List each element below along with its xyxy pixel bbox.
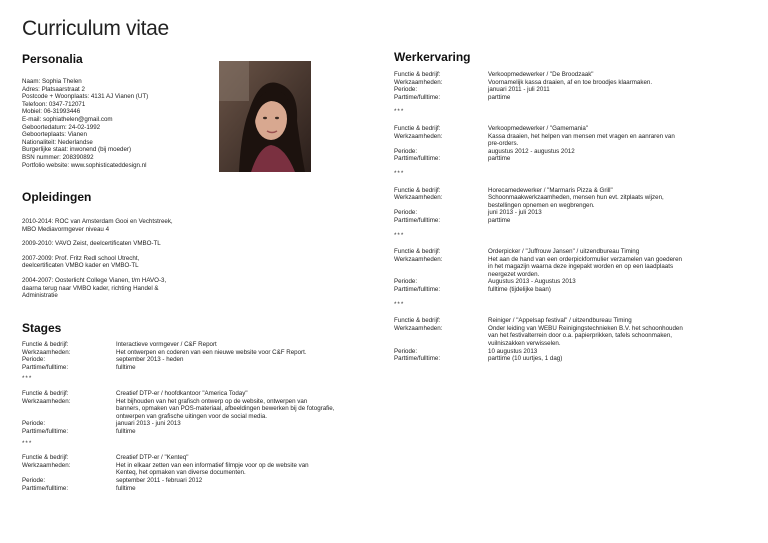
entry-value xyxy=(488,194,739,209)
entry-label: Werkzaamheden: xyxy=(394,194,443,202)
entry-value: Orderpicker / "Juffrouw Jansen" / uitzendbureau Timing xyxy=(488,248,640,256)
entry xyxy=(394,187,739,225)
opleiding-line: 2007-2009: Prof. Fritz Redl school Utrecht, xyxy=(22,254,140,262)
entry-label: Parttime/fulltime: xyxy=(22,484,69,492)
opleiding-item xyxy=(22,277,222,300)
entry-value: augustus 2012 - augustus 2012 xyxy=(488,147,575,155)
entry-value xyxy=(488,256,739,279)
entry-label: Functie & bedrijf: xyxy=(394,124,441,132)
opleiding-line: MBO Mediavormgever niveau 4 xyxy=(22,225,110,233)
entry-value: parttime xyxy=(488,93,511,101)
separator: *** xyxy=(22,439,33,447)
entry-row-periode xyxy=(22,420,362,428)
stages-list xyxy=(22,341,362,492)
entry-row-werk xyxy=(394,325,739,348)
document-title: Curriculum vitae xyxy=(22,17,169,40)
entry-row-parttime xyxy=(394,217,739,225)
entry xyxy=(394,317,739,363)
entry-label: Parttime/fulltime: xyxy=(22,363,69,371)
opleiding-line: 2009-2010: VAVO Zeist, deelcertificaten VMBO-TL xyxy=(22,240,161,248)
personalia-line: Burgerlijke staat: inwonend (bij moeder) xyxy=(22,146,132,154)
werk-line: in het magazijn waarna deze ingepakt worden en op een laadplaats xyxy=(488,263,674,271)
werk-line: neergezet worden. xyxy=(488,270,540,278)
entry-value: parttime xyxy=(488,216,511,224)
personalia-line: Nationaliteit: Nederlandse xyxy=(22,138,93,146)
entry-row-werk xyxy=(394,256,739,279)
entry-label: Werkzaamheden: xyxy=(394,78,443,86)
entry xyxy=(394,248,739,294)
entry-label: Periode: xyxy=(394,278,418,286)
werk-line: Voornamelijk kassa draaien, af en toe broodjes klaarmaken. xyxy=(488,78,653,86)
werk-line: Het ontwerpen en coderen van een nieuwe website voor C&F Report. xyxy=(116,348,307,356)
entry-label: Functie & bedrijf: xyxy=(394,186,441,194)
entry-label: Periode: xyxy=(22,476,46,484)
werk-line: bestellingen opnemen en wegbrengen. xyxy=(488,201,595,209)
entry-value: januari 2011 - juli 2011 xyxy=(488,86,550,94)
entry-label: Periode: xyxy=(22,356,46,364)
werk-line: pre-orders. xyxy=(488,140,519,148)
entry-label: Werkzaamheden: xyxy=(22,397,71,405)
entry-value xyxy=(116,398,362,421)
entry-value: Horecamedewerker / "Marmaris Pizza & Grill" xyxy=(488,186,613,194)
entry-row-parttime xyxy=(22,364,362,372)
entry-row-periode xyxy=(22,356,362,364)
opleidingen-list xyxy=(22,218,222,307)
entry-value: Creatief DTP-er / hoofdkantoor "America Today" xyxy=(116,389,248,397)
separator: *** xyxy=(394,231,405,239)
entry-label: Parttime/fulltime: xyxy=(394,286,441,294)
opleiding-line: Administratie xyxy=(22,292,58,300)
entry-value: parttime xyxy=(488,155,511,163)
entry-label: Parttime/fulltime: xyxy=(394,355,441,363)
entry-row-werk xyxy=(394,194,739,209)
entry-row-periode xyxy=(394,148,739,156)
personalia-line: Naam: Sophia Thelen xyxy=(22,78,82,85)
entry-value: september 2013 - heden xyxy=(116,356,184,364)
entry-value xyxy=(488,79,739,87)
entry-label: Functie & bedrijf: xyxy=(394,71,441,78)
werk-line: banners, opmaken van POS-materiaal, afbeeldingen bewerken bij de fotografie, xyxy=(116,405,335,413)
werk-line: Onder leiding van WEBU Reinigingstechnieken B.V. het schoonhouden xyxy=(488,324,683,332)
entry-label: Werkzaamheden: xyxy=(394,132,443,140)
entry-value: Verkoopmedewerker / "Gamemania" xyxy=(488,124,588,132)
entry-value: Interactieve vormgever / C&F Report xyxy=(116,341,217,348)
entry-value: fulltime xyxy=(116,484,136,492)
personalia-line: E-mail: sophiathelen@gmail.com xyxy=(22,115,113,123)
entry-row-periode xyxy=(22,477,362,485)
werk-line: Kassa draaien, het helpen van mensen met vragen en aanraren van xyxy=(488,132,675,140)
entry-value xyxy=(116,349,362,357)
personalia-line: Geboortedatum: 24-02-1992 xyxy=(22,123,101,131)
werk-line: Schoonmaakwerkzaamheden, mensen hun evt. zitplaats wijzen, xyxy=(488,194,664,202)
personalia-line: Geboorteplaats: Vianen xyxy=(22,131,87,139)
entry-value: fulltime xyxy=(116,363,136,371)
personalia-line: BSN nummer: 208390892 xyxy=(22,153,94,161)
entry-row-functie xyxy=(394,317,739,325)
werk-line: Het bijhouden van het grafisch ontwerp op de website, ontwerpen van xyxy=(116,397,308,405)
entry-label: Werkzaamheden: xyxy=(394,324,443,332)
entry-row-periode xyxy=(394,278,739,286)
personalia-line: Postcode + Woonplaats: 4131 AJ Vianen (UT) xyxy=(22,93,149,101)
entry-value: januari 2013 - juni 2013 xyxy=(116,420,181,428)
entry xyxy=(22,341,362,371)
entry-row-parttime xyxy=(22,428,362,436)
opleiding-line: daarna terug naar VMBO kader, richting Handel & xyxy=(22,284,159,292)
entry-row-parttime xyxy=(394,155,739,163)
opleiding-line: 2010-2014: ROC van Amsterdam Gooi en Vechtstreek, xyxy=(22,218,173,225)
entry-label: Periode: xyxy=(22,420,46,428)
separator: *** xyxy=(394,169,405,177)
entry-row-functie xyxy=(394,71,739,79)
entry-label: Functie & bedrijf: xyxy=(22,389,69,397)
entry-value: fulltime (tijdelijke baan) xyxy=(488,286,551,294)
entry-row-werk xyxy=(394,79,739,87)
entry-row-functie xyxy=(22,454,362,462)
entry-row-functie xyxy=(394,125,739,133)
entry-row-periode xyxy=(394,348,739,356)
werk-line: Het aan de hand van een orderpickformulier verzamelen van goederen xyxy=(488,255,682,263)
entry-row-periode xyxy=(394,86,739,94)
entry-label: Werkzaamheden: xyxy=(22,348,71,356)
opleiding-item xyxy=(22,240,222,248)
entry-label: Functie & bedrijf: xyxy=(394,317,441,325)
profile-photo xyxy=(219,61,311,172)
personalia-line: Telefoon: 0347-712071 xyxy=(22,100,86,108)
opleiding-line: deelcertificaten VMBO kader en VMBO-TL xyxy=(22,262,139,270)
entry-label: Parttime/fulltime: xyxy=(22,427,69,435)
entry-row-werk xyxy=(394,133,739,148)
entry-value: Creatief DTP-er / "Kenteq" xyxy=(116,454,189,462)
entry-label: Periode: xyxy=(394,86,418,94)
entry-value: september 2011 - februari 2012 xyxy=(116,476,203,484)
werk-line: Kenteq, het opmaken van diverse documenten. xyxy=(116,469,246,477)
entry-label: Periode: xyxy=(394,147,418,155)
werk-line: ontwerpen van grafische uitingen voor de social media. xyxy=(116,412,267,420)
opleiding-item xyxy=(22,218,222,233)
entry-value xyxy=(488,325,739,348)
entry-row-functie xyxy=(394,187,739,195)
entry-value: juni 2013 - juli 2013 xyxy=(488,209,542,217)
werkervaring-list xyxy=(394,71,739,363)
entry-value xyxy=(116,462,362,477)
entry xyxy=(22,390,362,436)
entry-row-parttime xyxy=(394,94,739,102)
entry-value: Reiniger / "Appelsap festival" / uitzendbureau Timing xyxy=(488,317,632,325)
entry-row-werk xyxy=(22,349,362,357)
personalia-line: Adres: Platsaarstraat 2 xyxy=(22,85,85,93)
opleiding-line: 2004-2007: Oosterlicht College Vianen, t/m HAVO-3, xyxy=(22,276,167,284)
entry-row-functie xyxy=(394,248,739,256)
separator: *** xyxy=(394,108,405,116)
entry-label: Periode: xyxy=(394,347,418,355)
entry-row-werk xyxy=(22,462,362,477)
entry-row-parttime xyxy=(394,355,739,363)
werk-line: van het festivalterrein door o.a. papierprikken, tafels schoonmaken, xyxy=(488,332,673,340)
entry-label: Periode: xyxy=(394,209,418,217)
entry-label: Werkzaamheden: xyxy=(394,255,443,263)
entry xyxy=(394,125,739,163)
entry-value: 10 augustus 2013 xyxy=(488,347,538,355)
entry-label: Werkzaamheden: xyxy=(22,461,71,469)
separator: *** xyxy=(394,300,405,308)
entry-value: Augustus 2013 - Augustus 2013 xyxy=(488,278,576,286)
separator: *** xyxy=(22,375,33,383)
entry-label: Parttime/fulltime: xyxy=(394,155,441,163)
personalia-list xyxy=(22,78,212,169)
entry-value: parttime (10 uurtjes, 1 dag) xyxy=(488,355,563,363)
entry-label: Functie & bedrijf: xyxy=(22,454,69,462)
personalia-line: Mobiel: 06-31993446 xyxy=(22,108,81,116)
entry-row-periode xyxy=(394,209,739,217)
entry xyxy=(22,454,362,492)
entry-label: Parttime/fulltime: xyxy=(394,93,441,101)
entry-value: fulltime xyxy=(116,427,136,435)
opleidingen-heading: Opleidingen xyxy=(22,190,92,204)
entry-row-werk xyxy=(22,398,362,421)
opleiding-item xyxy=(22,255,222,270)
werkervaring-heading: Werkervaring xyxy=(394,50,471,64)
entry-value: Verkoopmedewerker / "De Broodzaak" xyxy=(488,71,594,78)
entry-row-parttime xyxy=(22,485,362,493)
stages-heading: Stages xyxy=(22,321,62,335)
entry-label: Functie & bedrijf: xyxy=(22,341,69,348)
entry-row-parttime xyxy=(394,286,739,294)
entry-value xyxy=(488,133,739,148)
entry-row-functie xyxy=(22,341,362,349)
entry-label: Parttime/fulltime: xyxy=(394,216,441,224)
personalia-line: Portfolio website: www.sophisticateddesign.nl xyxy=(22,161,147,169)
entry xyxy=(394,71,739,101)
entry-label: Functie & bedrijf: xyxy=(394,248,441,256)
werk-line: vuilniszakken verwisselen. xyxy=(488,340,561,348)
entry-row-functie xyxy=(22,390,362,398)
personalia-heading: Personalia xyxy=(22,52,83,66)
werk-line: Het in elkaar zetten van een informatief filmpje voor op de website van xyxy=(116,461,309,469)
